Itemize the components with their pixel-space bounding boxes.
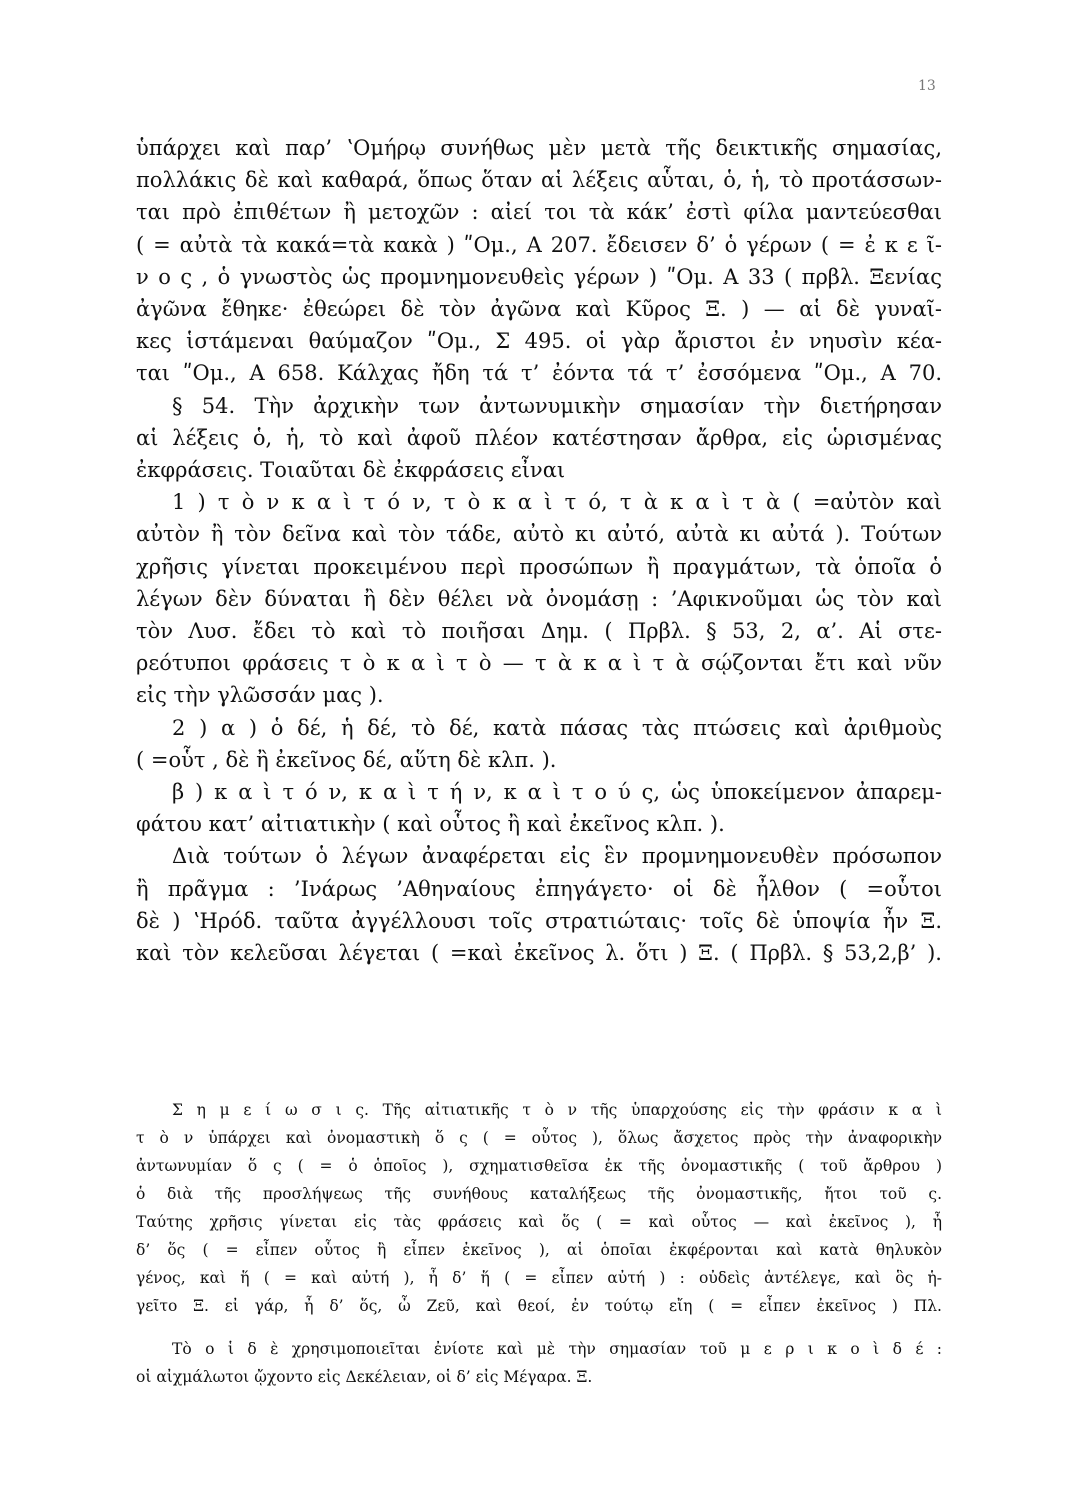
text-line: β ) κ α ὶ τ ό ν, κ α ὶ τ ή ν, κ α ὶ τ ο ύ ς, ὡς ὑποκείμενον ἀπαρεμ- <box>172 780 942 805</box>
note-line: Τὸ ο ἱ δ ὲ χρησιμοποιεῖται ἐνίοτε καὶ μὲ τὴν σημασίαν τοῦ μ ε ρ ι κ ο ὶ δ έ : <box>172 1340 942 1358</box>
note-line: Σ η μ ε ί ω σ ι ς. Τῆς αἰτιατικῆς τ ὸ ν τῆς ὑπαρχούσης εἰς τὴν φράσιν κ α ὶ <box>172 1100 942 1119</box>
text-line: τὸν Λυσ. ἔδει τὸ καὶ τὸ ποιῆσαι Δημ. ( Πρβλ. § 53, 2, α’. Αἱ στε- <box>136 619 942 644</box>
text-line: εἰς τὴν γλῶσσάν μας ). <box>136 683 384 708</box>
text-line: λέγων δὲν δύναται ἢ δὲν θέλει νὰ ὀνομάσῃ : ’Αφικνοῦμαι ὡς τὸν καὶ <box>136 586 942 611</box>
item-2a <box>136 712 942 776</box>
text-line: ν ο ς , ὁ γνωστὸς ὡς προμνημονευθεὶς γέρων ) ʺΟμ. Α 33 ( πρβλ. Ξενίας <box>136 264 942 289</box>
text-line: δὲ ) ʽΗρόδ. ταῦτα ἀγγέλλουσι τοῖς στρατιώταις· τοῖς δὲ ὑποψία ἦν Ξ. <box>136 908 942 933</box>
note-line: Ταύτης χρῆσις γίνεται εἰς τὰς φράσεις καὶ ὅς ( = καὶ οὗτος — καὶ ἐκεῖνος ), ἦ <box>136 1212 942 1231</box>
section-heading-line: § 54. Τὴν ἀρχικὴν των ἀντωνυμικὴν σημασίαν τὴν διετήρησαν <box>172 393 942 418</box>
note-line: δ’ ὅς ( = εἶπεν οὗτος ἢ εἶπεν ἐκεῖνος ), αἱ ὁποῖαι ἐκφέρονται καὶ κατὰ θηλυκὸν <box>136 1240 942 1259</box>
text-line: Διὰ τούτων ὁ λέγων ἀναφέρεται εἰς ἓν προμνημονευθὲν πρόσωπον <box>172 844 942 869</box>
text-line: 2 ) α ) ὁ δέ, ἡ δέ, τὸ δέ, κατὰ πάσας τὰς πτώσεις καὶ ἀριθμοὺς <box>172 715 942 740</box>
text-line: ὑπάρχει καὶ παρ’ ʽΟμήρῳ συνήθως μὲν μετὰ τῆς δεικτικῆς σημασίας, <box>136 136 942 160</box>
item-2b <box>136 776 942 840</box>
text-line: ρεότυποι φράσεις τ ὸ κ α ὶ τ ὸ — τ ὰ κ α ὶ τ ὰ σῴζονται ἔτι καὶ νῦν <box>136 651 942 676</box>
text-line: αἱ λέξεις ὁ, ἡ, τὸ καὶ ἀφοῦ πλέον κατέστησαν ἄρθρα, εἰς ὡρισμένας <box>136 425 942 450</box>
note-line: γένος, καὶ ἥ ( = καὶ αὐτή ), ἦ δ’ ἥ ( = εἶπεν αὐτή ) : οὐδεὶς ἀντέλεγε, καὶ ὃς ἡ- <box>136 1268 942 1287</box>
note-line: τ ὸ ν ὑπάρχει καὶ ὀνομαστικὴ ὅ ς ( = οὗτος ), ὅλως ἄσχετος πρὸς τὴν ἀναφορικὴν <box>136 1128 942 1147</box>
note-line: γεῖτο Ξ. εἰ γάρ, ἦ δ’ ὅς, ὦ Ζεῦ, καὶ θεοί, ἐν τούτῳ εἴη ( = εἶπεν ἐκεῖνος ) Πλ. <box>136 1296 942 1315</box>
text-line: ἐκφράσεις. Τοιαῦται δὲ ἐκφράσεις εἶναι <box>136 458 566 483</box>
main-text <box>136 132 942 969</box>
text-line: ἢ πρᾶγμα : ’Ινάρως ’Αθηναίους ἐπηγάγετο· οἱ δὲ ἦλθον ( =οὗτοι <box>136 876 942 901</box>
text-line: ται ʺΟμ., Α 658. Κάλχας ἤδη τά τ’ ἐόντα τά τ’ ἐσσόμενα ʺΟμ., Α 70. <box>136 361 942 386</box>
item-1 <box>136 486 942 711</box>
text-line: ( = αὐτὰ τὰ κακά=τὰ κακὰ ) ʺΟμ., Α 207. ἔδεισεν δ’ ὁ γέρων ( = ἐ κ ε ῖ- <box>136 232 942 257</box>
text-line: κες ἱστάμεναι θαύμαζον ʺΟμ., Σ 495. οἱ γὰρ ἄριστοι ἐν νηυσὶν κέα- <box>136 329 942 354</box>
page-number: 13 <box>918 78 936 94</box>
text-line: ται πρὸ ἐπιθέτων ἢ μετοχῶν : αἰεί τοι τὰ κάκ’ ἐστὶ φίλα μαντεύεσθαι <box>136 200 942 225</box>
text-line: πολλάκις δὲ καὶ καθαρά, ὅπως ὅταν αἱ λέξεις αὗται, ὁ, ἡ, τὸ προτάσσων- <box>136 168 942 193</box>
note-line: ἀντωνυμίαν ὅ ς ( = ὁ ὁποῖος ), σχηματισθεῖσα ἐκ τῆς ὀνομαστικῆς ( τοῦ ἄρθρου ) <box>136 1156 942 1175</box>
note-paragraph <box>136 1335 942 1391</box>
text-line: ( =οὗτ , δὲ ἢ ἐκεῖνος δέ, αὕτη δὲ κλπ. ). <box>136 747 557 772</box>
text-line: φάτου κατ’ αἰτιατικὴν ( καὶ οὗτος ἢ καὶ ἐκεῖνος κλπ. ). <box>136 812 725 837</box>
note-line: οἱ αἰχμάλωτοι ᾤχοντο εἰς Δεκέλειαν, οἱ δ’ εἰς Μέγαρα. Ξ. <box>136 1368 593 1386</box>
section-54 <box>136 390 942 487</box>
footnote-block <box>136 1080 942 1407</box>
note-paragraph <box>136 1096 942 1320</box>
text-line: καὶ τὸν κελεῦσαι λέγεται ( =καὶ ἐκεῖνος λ. ὅτι ) Ξ. ( Πρβλ. § 53,2,β’ ). <box>136 941 942 966</box>
text-line: χρῆσις γίνεται προκειμένου περὶ προσώπων ἢ πραγμάτων, τὰ ὁποῖα ὁ <box>136 554 942 579</box>
note-line: ὁ διὰ τῆς προσλήψεως τῆς συνήθους καταλήξεως τῆς ὀνομαστικῆς, ἤτοι τοῦ ς. <box>136 1184 942 1203</box>
paragraph-intro <box>136 132 942 390</box>
paragraph-examples <box>136 840 942 969</box>
text-line: 1 ) τ ὸ ν κ α ὶ τ ό ν, τ ὸ κ α ὶ τ ό, τ ὰ κ α ὶ τ ὰ ( =αὐτὸν καὶ <box>172 490 942 515</box>
text-line: αὐτὸν ἢ τὸν δεῖνα καὶ τὸν τάδε, αὐτὸ κι αὐτό, αὐτὰ κι αὐτά ). Τούτων <box>136 522 942 547</box>
text-line: ἀγῶνα ἔθηκε· ἐθεώρει δὲ τὸν ἀγῶνα καὶ Κῦρος Ξ. ) — αἱ δὲ γυναῖ- <box>136 297 942 322</box>
